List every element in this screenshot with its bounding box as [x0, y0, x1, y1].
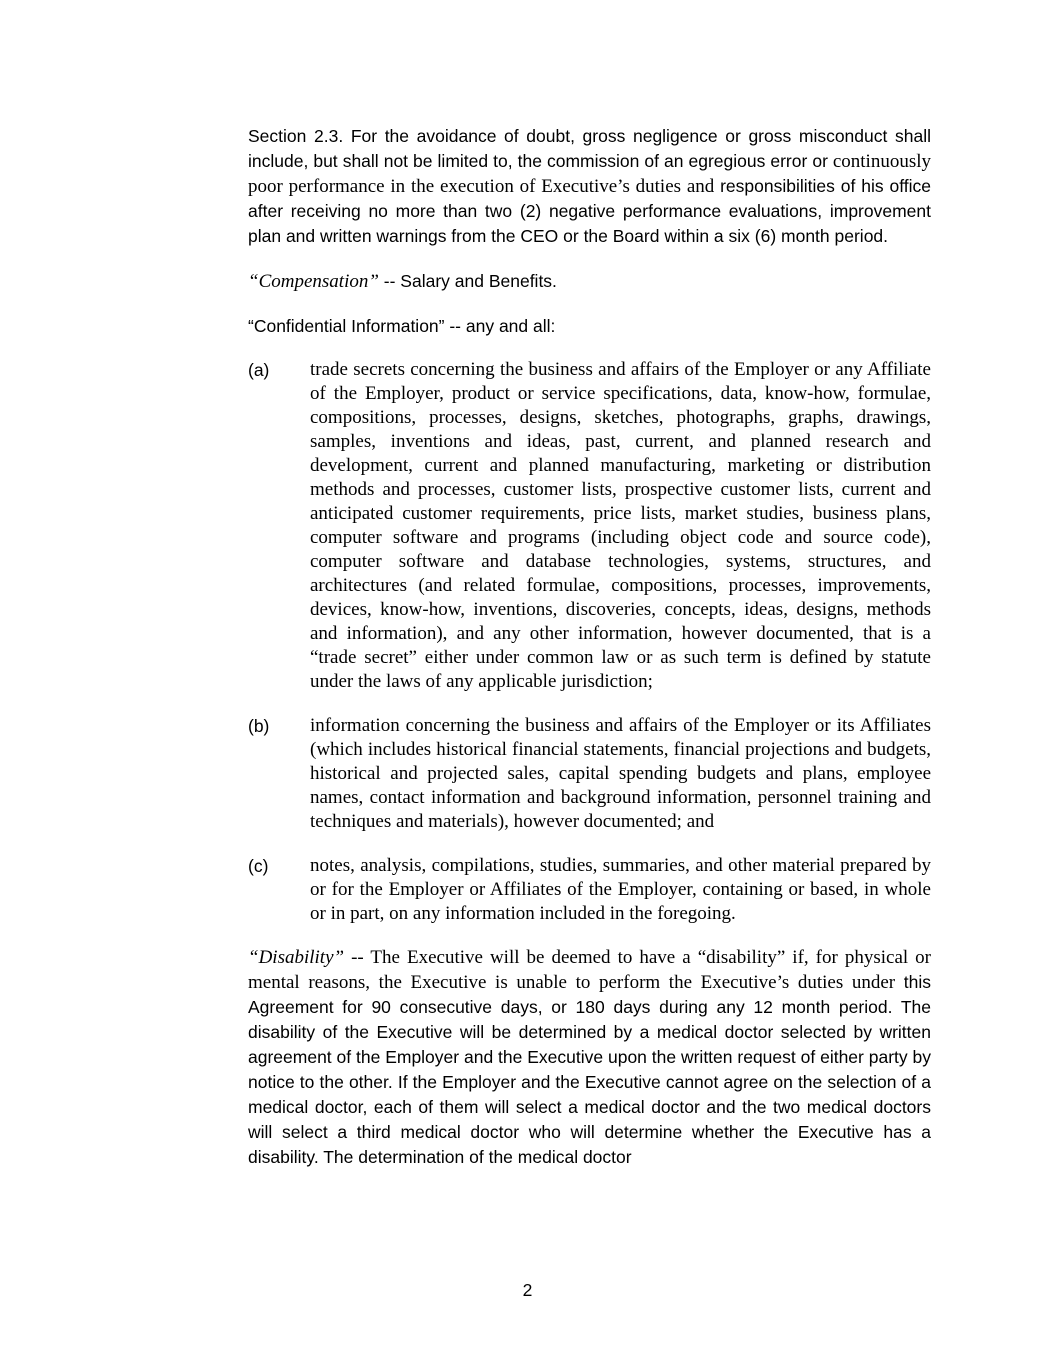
- compensation-definition: [248, 269, 931, 294]
- page-number: 2: [522, 1280, 533, 1300]
- section-2-3-text-b: continuously poor performance in the execution of Executive’s duties and: [248, 151, 931, 197]
- disability-definition: [248, 946, 931, 1170]
- list-item-text: notes, analysis, compilations, studies, summaries, and other material prepared by or for the Employer or Affiliates of the Employer, containing or based, in whole or in part, on any information included in the foregoing.: [310, 855, 931, 924]
- list-item-b: [248, 714, 931, 834]
- section-2-3-paragraph: [248, 124, 931, 249]
- list-item-label: (b): [248, 716, 270, 736]
- section-2-3-text-c: responsibilities of his office after receiving no more than two (2) negative performance evaluations, improvement plan and written warnings from the CEO or the Board within a six (6) month period.: [248, 176, 932, 246]
- disability-text-a: -- The Executive will be deemed to have a “disability” if, for physical or mental reasons, the Executive is unable to perform the Executive’s duties under: [248, 947, 931, 993]
- disability-term: “Disability”: [248, 947, 345, 968]
- disability-text-b: this Agreement for 90 consecutive days, or 180 days during any 12 month period. The disability of the Executive will be determined by a medical doctor selected by written agreement of the Employer and the Executive upon the written request of either party by notice to the other. If the Employer and the Executive cannot agree on the selection of a medical doctor, each of them will select a medical doctor and the two medical doctors will select a third medical doctor who will determine whether the Executive has a disability. The determination of the medical doctor: [248, 972, 931, 1167]
- list-item-label: (a): [248, 360, 270, 380]
- list-item-label: (c): [248, 856, 269, 876]
- list-item-a: [248, 358, 931, 694]
- list-item-c: [248, 854, 931, 926]
- section-2-3-text-a: Section 2.3. For the avoidance of doubt, gross negligence or gross misconduct shall include, but shall not be limited to, the commission of an egregious error or: [248, 126, 931, 171]
- list-item-text: trade secrets concerning the business and affairs of the Employer or any Affiliate of the Employer, product or service specifications, data, know-how, formulae, compositions, processes, designs, sketches, photographs, graphs, drawings, samples, inventions and ideas, past, current, and planned research and development, current and planned manufacturing, marketing or distribution methods and processes, customer lists, prospective customer lists, current and anticipated customer requirements, price lists, market studies, business plans, computer software and programs (including object code and source code), computer software and database technologies, systems, structures, and architectures (and related formulae, compositions, processes, improvements, devices, know-how, inventions, discoveries, concepts, ideas, designs, methods and information), and any other information, however documented, that is a “trade secret” either under common law or as such term is defined by statute under the laws of any applicable jurisdiction;: [310, 359, 931, 692]
- document-page: [248, 124, 931, 1190]
- compensation-text: -- Salary and Benefits.: [378, 271, 557, 291]
- confidential-information-heading: “Confidential Information” -- any and all:: [248, 316, 556, 336]
- list-item-text: information concerning the business and affairs of the Employer or its Affiliates (which includes historical financial statements, financial projections and budgets, historical and projected sales, capital spending budgets and plans, employee names, contact information and background information, personnel training and techniques and materials), however documented; and: [310, 715, 931, 832]
- compensation-term: “Compensation”: [248, 271, 379, 292]
